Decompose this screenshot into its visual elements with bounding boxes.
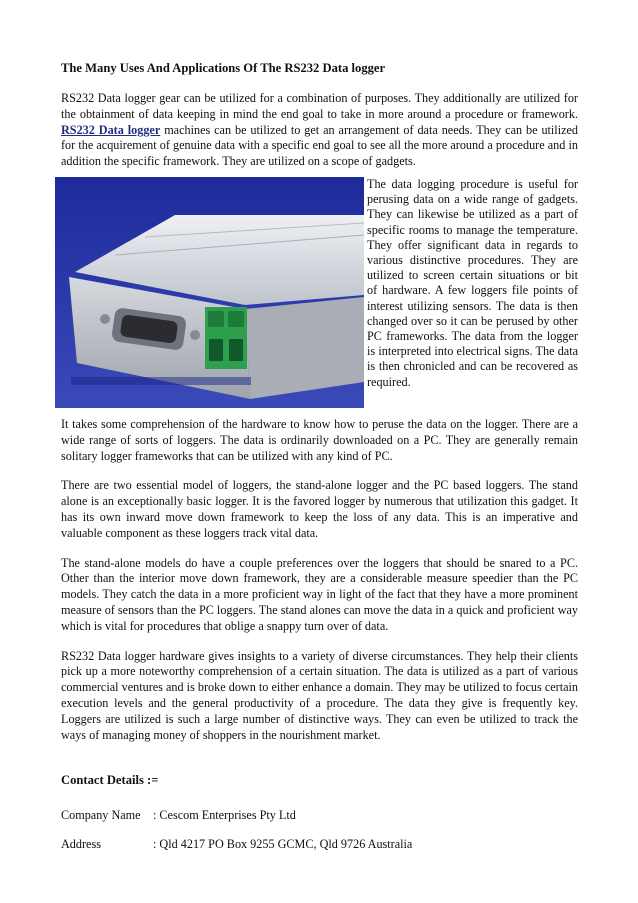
paragraph-4: The stand-alone models do have a couple preferences over the loggers that should be snared to a PC. Other than the interior move down framework, they are a considerable measure speedier than the PC models. They catch the data in a more proficient way in light of the fact that they have a more prominent measure of sensors than the PC loggers. The stand alones can move the data in a quick and proficient way which is vital for procedures that oblige a snappy turn over of data. bbox=[61, 555, 578, 633]
data-logger-illustration bbox=[55, 177, 364, 408]
address-value: : Qld 4217 PO Box 9255 GCMC, Qld 9726 Australia bbox=[153, 837, 413, 852]
paragraph-1 bbox=[61, 91, 578, 170]
company-value: : Cescom Enterprises Pty Ltd bbox=[153, 808, 296, 823]
company-row bbox=[61, 808, 578, 823]
paragraph-5: RS232 Data logger hardware gives insights to a variety of diverse circumstances. They help their clients pick up a more noteworthy comprehension of a certain situation. The data is utilized as a part of various commercial ventures and is broke down to either enhance a domain. They may be utilized to focus certain execution levels and the general productivity of a procedure. The data they give is frequently key. Loggers are utilized is such a large number of distinctive ways. They can even be utilized to track the ways of managing money of shoppers in the nourishment market. bbox=[61, 648, 578, 742]
address-label: Address bbox=[61, 837, 101, 852]
paragraph-1-start: RS232 Data logger gear can be utilized for a combination of purposes. They additionally are utilized for the obtainment of data keeping in mind the end goal to take in more around a procedure or framework. bbox=[61, 91, 578, 121]
side-paragraph: The data logging procedure is useful for perusing data on a wide range of gadgets. They can likewise be utilized as a part of specific rooms to manage the temperature. They offer significant data in regards to various distinctive procedures. They are utilized to screen certain situations or bit of hardware. A few loggers file points of interest utilizing sensors. The data is then changed over so it can be perused by other PC frameworks. The data from the logger is interpreted into electrical signs. The data is then chronicled and can be recovered as required. bbox=[367, 176, 578, 389]
rs232-data-logger-link[interactable]: RS232 Data logger bbox=[61, 122, 161, 137]
paragraph-3: There are two essential model of loggers, the stand-alone logger and the PC based loggers. The stand alone is an exceptionally basic logger. It is the favored logger by numerous that utilization this gadget. It has its own inward move down framework to keep the loss of any data. This is an imperative and valuable component as these loggers track vital data. bbox=[61, 478, 578, 540]
company-label: Company Name bbox=[61, 808, 141, 823]
address-row bbox=[61, 837, 578, 852]
paragraph-2: It takes some comprehension of the hardware to know how to peruse the data on the logger. There are a wide range of sorts of loggers. The data is ordinarily downloaded on a PC. They are generally remain solitary logger frameworks that can be utilized with any kind of PC. bbox=[61, 416, 578, 463]
rs232-data-logger-photo bbox=[55, 177, 364, 408]
figure-with-text bbox=[61, 177, 578, 408]
paragraph-1-end: machines can be utilized to get an arrangement of data needs. They can be utilized for the acquirement of genuine data with a specific end goal to see all the more around a procedure and in addition the specific framework. They are utilized on a scope of gadgets. bbox=[61, 122, 578, 169]
document-page bbox=[61, 60, 578, 866]
contact-heading: Contact Details := bbox=[61, 773, 159, 788]
article-title: The Many Uses And Applications Of The RS232 Data logger bbox=[61, 61, 386, 75]
